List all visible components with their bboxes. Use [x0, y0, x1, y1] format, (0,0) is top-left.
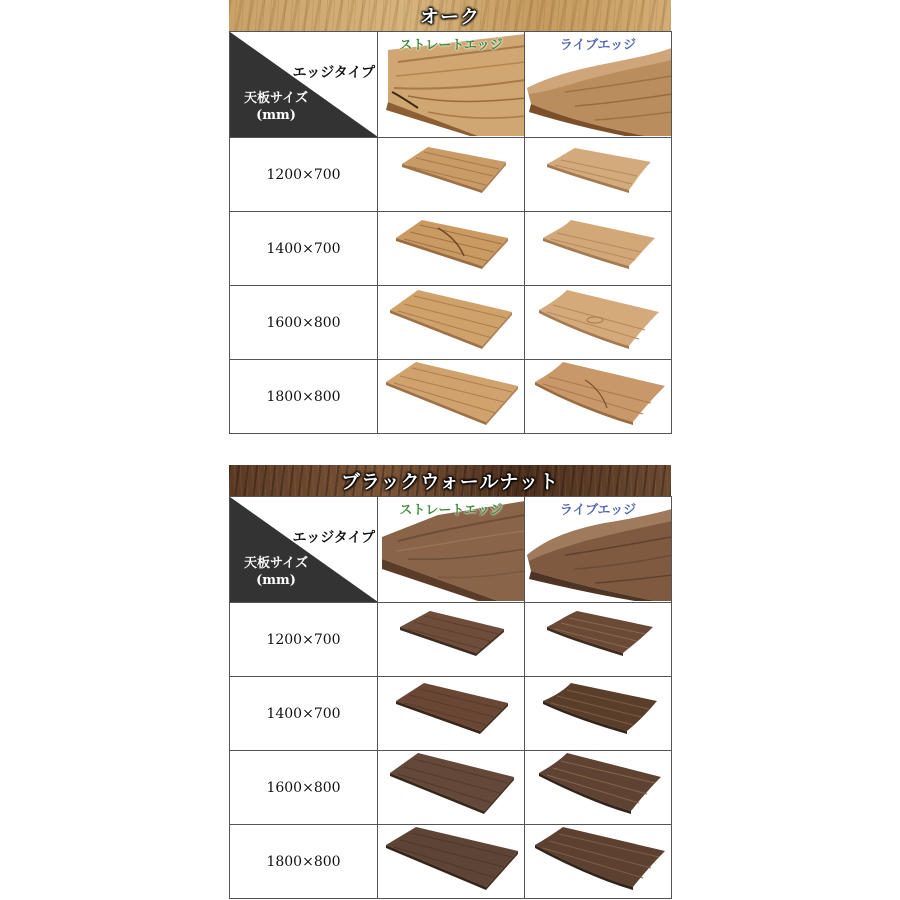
- board-image: [525, 138, 672, 211]
- oak-header-row: [230, 32, 672, 138]
- straight-edge-label: ストレートエッジ: [399, 38, 503, 53]
- oak-live-board-1600: [525, 286, 672, 360]
- walnut-live-board-1800: [525, 825, 672, 899]
- board-image: [378, 677, 525, 750]
- walnut-straight-board-1400: [378, 677, 525, 751]
- board-image: [378, 360, 525, 433]
- board-image: [378, 212, 525, 285]
- straight-edge-label: ストレートエッジ: [399, 503, 503, 518]
- oak-straight-board-1600: [378, 286, 525, 360]
- size-cell: 1200×700: [230, 603, 378, 677]
- oak-straight-board-1800: [378, 360, 525, 434]
- oak-straight-edge-header: [378, 32, 525, 138]
- oak-table: [229, 31, 672, 434]
- oak-title-banner: [229, 0, 671, 31]
- walnut-title-banner: [229, 465, 671, 496]
- size-cell: 1800×800: [230, 825, 378, 899]
- oak-row-1800x800: [230, 360, 672, 434]
- oak-section: [229, 0, 671, 434]
- board-image: [378, 286, 525, 359]
- edge-type-label: エッジタイプ: [292, 530, 375, 546]
- board-image: [378, 825, 525, 898]
- board-size-label-text: 天板サイズ: [244, 91, 308, 106]
- board-size-label: [236, 555, 316, 589]
- live-edge-label: ライブエッジ: [559, 503, 637, 518]
- walnut-section: [229, 465, 671, 899]
- walnut-header-row: [230, 497, 672, 603]
- size-cell: 1600×800: [230, 286, 378, 360]
- board-size-unit: (mm): [256, 573, 296, 588]
- edge-type-label: エッジタイプ: [292, 65, 375, 81]
- board-image: [378, 138, 525, 211]
- oak-row-1200x700: [230, 138, 672, 212]
- size-cell: 1400×700: [230, 677, 378, 751]
- walnut-row-1400x700: [230, 677, 672, 751]
- oak-live-board-1400: [525, 212, 672, 286]
- walnut-straight-edge-header: [378, 497, 525, 603]
- walnut-straight-board-1200: [378, 603, 525, 677]
- walnut-straight-board-1600: [378, 751, 525, 825]
- board-size-unit: (mm): [256, 108, 296, 123]
- walnut-live-board-1400: [525, 677, 672, 751]
- board-image: [525, 677, 672, 750]
- live-edge-label: ライブエッジ: [559, 38, 637, 53]
- board-image: [525, 360, 672, 433]
- oak-live-edge-header: [525, 32, 672, 138]
- board-image: [525, 212, 672, 285]
- walnut-row-1200x700: [230, 603, 672, 677]
- oak-straight-board-1200: [378, 138, 525, 212]
- walnut-live-board-1600: [525, 751, 672, 825]
- size-cell: 1400×700: [230, 212, 378, 286]
- walnut-corner-cell: [230, 497, 378, 603]
- walnut-table: [229, 496, 672, 899]
- board-image: [378, 751, 525, 824]
- board-image: [378, 603, 525, 676]
- walnut-straight-board-1800: [378, 825, 525, 899]
- oak-live-board-1200: [525, 138, 672, 212]
- size-cell: 1600×800: [230, 751, 378, 825]
- oak-title: オーク: [419, 6, 480, 28]
- oak-row-1600x800: [230, 286, 672, 360]
- walnut-row-1800x800: [230, 825, 672, 899]
- oak-row-1400x700: [230, 212, 672, 286]
- walnut-title: ブラックウォールナット: [340, 471, 560, 493]
- board-size-label-text: 天板サイズ: [244, 556, 308, 571]
- board-size-label: [236, 90, 316, 124]
- walnut-row-1600x800: [230, 751, 672, 825]
- size-cell: 1800×800: [230, 360, 378, 434]
- walnut-live-edge-header: [525, 497, 672, 603]
- board-image: [525, 286, 672, 359]
- size-cell: 1200×700: [230, 138, 378, 212]
- oak-straight-board-1400: [378, 212, 525, 286]
- board-image: [525, 603, 672, 676]
- walnut-live-board-1200: [525, 603, 672, 677]
- board-image: [525, 825, 672, 898]
- board-image: [525, 751, 672, 824]
- oak-live-board-1800: [525, 360, 672, 434]
- oak-corner-cell: [230, 32, 378, 138]
